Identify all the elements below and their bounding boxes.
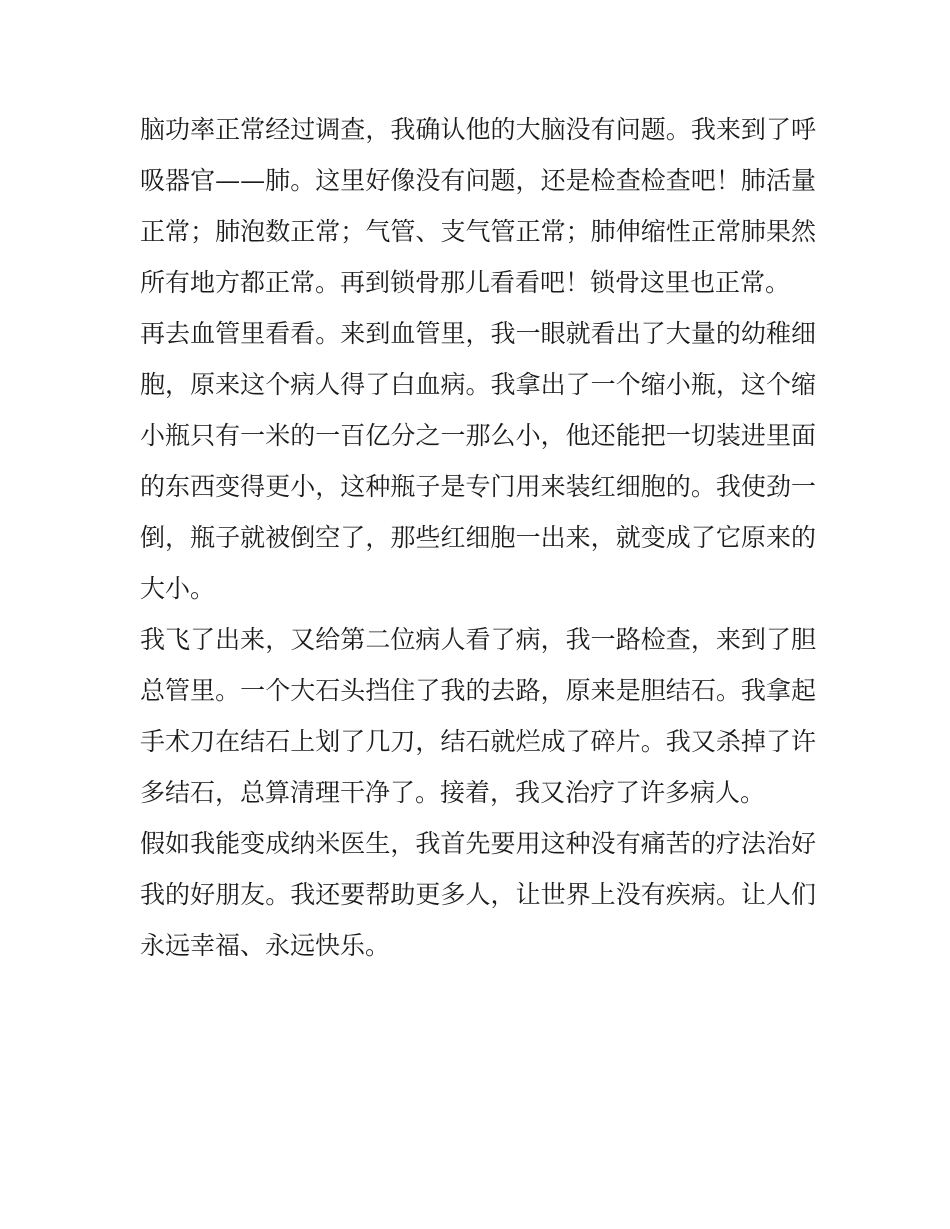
paragraph-3: [140, 614, 816, 818]
text-line: 我的好朋友。我还要帮助更多人，让世界上没有疾病。让人们: [140, 880, 816, 909]
text-line: 多结石，总算清理干净了。接着，我又治疗了许多病人。: [140, 778, 766, 807]
text-line: 总管里。一个大石头挡住了我的去路，原来是胆结石。我拿起: [140, 676, 816, 705]
text-line: 永远幸福、永远快乐。: [140, 931, 391, 960]
text-line: 大小。: [140, 574, 216, 603]
text-line: 假如我能变成纳米医生，我首先要用这种没有痛苦的疗法治好: [140, 829, 816, 858]
text-line: 我飞了出来，又给第二位病人看了病，我一路检查，来到了胆: [140, 625, 816, 654]
paragraph-2: [140, 308, 816, 614]
text-line: 正常；肺泡数正常；气管、支气管正常；肺伸缩性正常肺果然: [140, 217, 816, 246]
text-line: 胞，原来这个病人得了白血病。我拿出了一个缩小瓶，这个缩: [140, 370, 816, 399]
paragraph-1: [140, 104, 816, 308]
text-line: 的东西变得更小，这种瓶子是专门用来装红细胞的。我使劲一: [140, 472, 816, 501]
text-line: 倒，瓶子就被倒空了，那些红细胞一出来，就变成了它原来的: [140, 523, 816, 552]
text-line: 吸器官——肺。这里好像没有问题，还是检查检查吧！肺活量: [140, 166, 816, 195]
text-line: 小瓶只有一米的一百亿分之一那么小，他还能把一切装进里面: [140, 421, 816, 450]
text-line: 所有地方都正常。再到锁骨那儿看看吧！锁骨这里也正常。: [140, 268, 791, 297]
text-line: 再去血管里看看。来到血管里，我一眼就看出了大量的幼稚细: [140, 319, 816, 348]
text-line: 脑功率正常经过调查，我确认他的大脑没有问题。我来到了呼: [140, 115, 816, 144]
document-body: [140, 104, 816, 971]
text-line: 手术刀在结石上划了几刀，结石就烂成了碎片。我又杀掉了许: [140, 727, 816, 756]
paragraph-4: [140, 818, 816, 971]
